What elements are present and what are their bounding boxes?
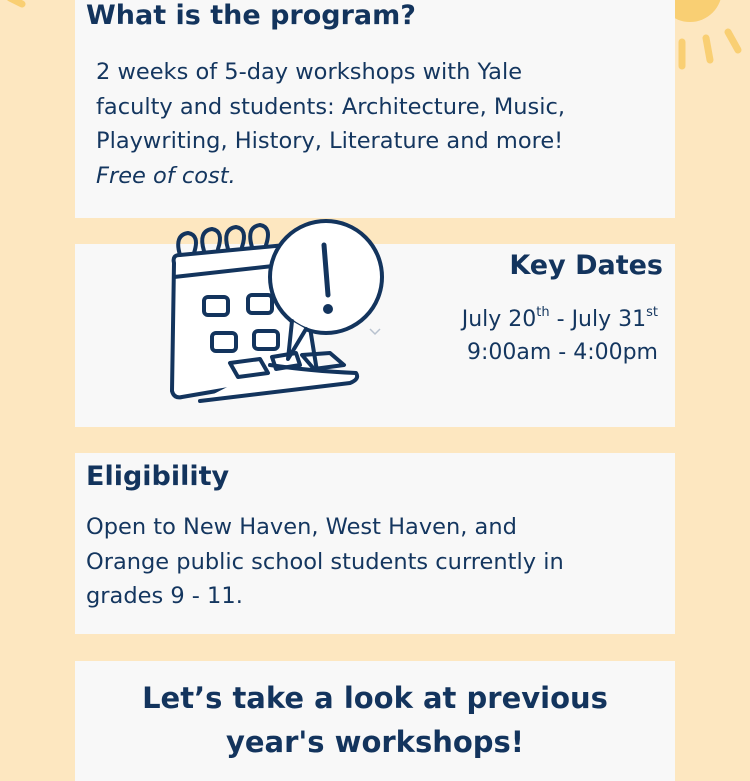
eligibility-heading: Eligibility: [86, 461, 230, 492]
end-date: July 31: [571, 307, 647, 332]
workshops-cta-heading: [75, 676, 675, 764]
date-separator: -: [549, 307, 572, 332]
eligibility-description: [86, 510, 564, 614]
cta-line: Let’s take a look at previous: [142, 681, 608, 715]
program-cost-note: Free of cost.: [96, 162, 236, 189]
program-line: 2 weeks of 5-day workshops with Yale: [96, 59, 523, 85]
end-date-suffix: st: [646, 305, 658, 320]
eligibility-line: Open to New Haven, West Haven, and: [86, 514, 517, 540]
dates-range: [462, 305, 658, 332]
eligibility-line: Orange public school students currently in: [86, 548, 564, 575]
program-description: [96, 55, 565, 193]
program-heading: What is the program?: [86, 0, 416, 31]
hours-text: 9:00am - 4:00pm: [466, 340, 658, 365]
eligibility-line: grades 9 - 11.: [86, 583, 243, 609]
start-date-suffix: th: [536, 305, 550, 320]
start-date: July 20: [461, 307, 537, 332]
calendar-alert-icon: [160, 215, 392, 407]
chevron-down-icon: [369, 328, 381, 336]
program-line: Playwriting, History, Literature and more!: [96, 128, 564, 154]
sun-ray-icon: [0, 0, 40, 20]
cta-line: year's workshops!: [225, 725, 525, 759]
key-dates-heading: Key Dates: [509, 250, 663, 281]
program-line: faculty and students: Architecture, Music,: [96, 93, 566, 120]
